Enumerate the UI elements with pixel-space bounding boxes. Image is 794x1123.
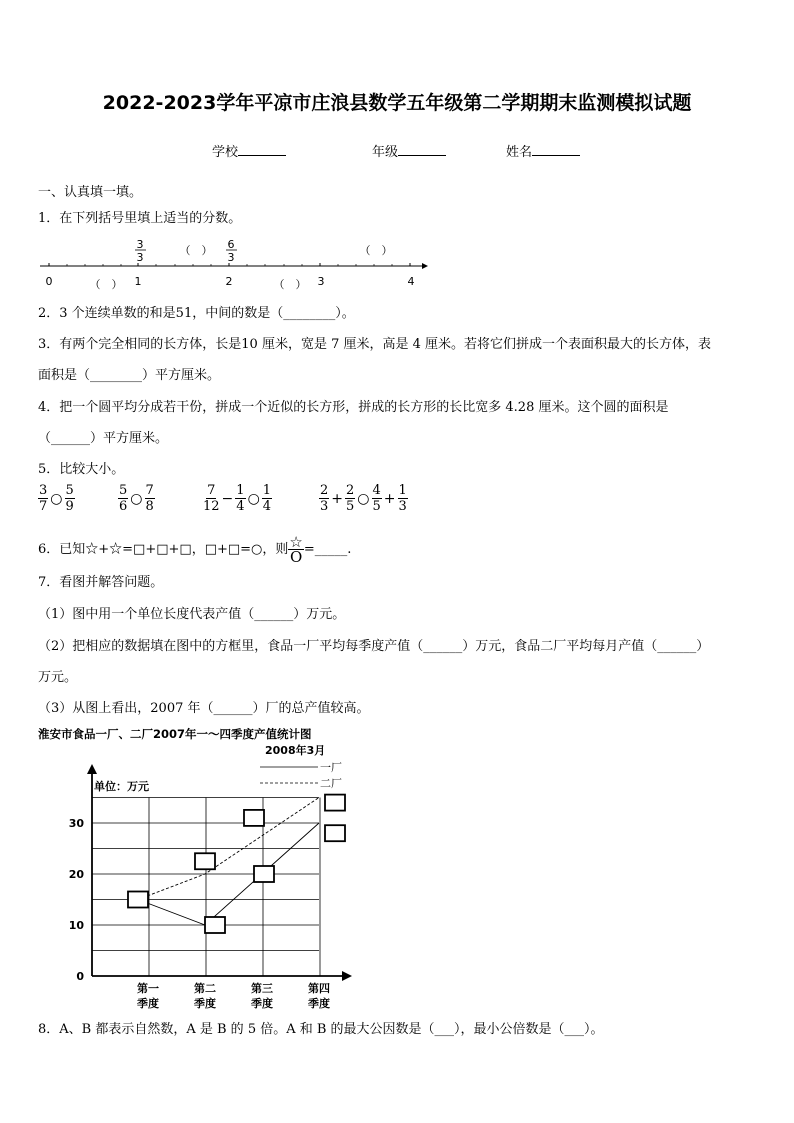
value-boxes [128, 795, 345, 933]
answer-box[interactable] [325, 795, 345, 811]
answer-box[interactable] [128, 892, 148, 908]
legend-label-2: 二厂 [320, 777, 342, 790]
fraction: $\frac{4}{5}$ [372, 483, 381, 514]
x-axis-labels [137, 981, 330, 1010]
tick-0: 0 [45, 275, 53, 288]
fraction: $\frac{7}{8}$ [145, 483, 154, 514]
question-7-sub2-line2: 万元。 [38, 670, 78, 685]
x-tick-label: 季度 [251, 997, 273, 1010]
chart-axes [87, 764, 352, 981]
y-axis-labels [69, 817, 85, 983]
tick-2: 2 [225, 275, 233, 288]
compare-circle[interactable]: ○ [130, 490, 143, 507]
blank-paren-lower-1[interactable]: （ ） [89, 278, 123, 291]
y-tick-label: 0 [76, 970, 84, 983]
fraction: $\frac{1}{3}$ [398, 483, 407, 514]
star-over-circle-fraction [288, 535, 303, 564]
name-blank[interactable] [532, 143, 580, 156]
x-tick-label: 季度 [194, 997, 216, 1010]
fraction: $\frac{5}{6}$ [119, 483, 128, 514]
question-7: 7．看图并解答问题。 [38, 575, 164, 590]
x-tick-label: 第一 [137, 982, 159, 995]
answer-box[interactable] [254, 866, 274, 882]
fraction: $\frac{2}{5}$ [346, 483, 355, 514]
y-tick-label: 30 [68, 817, 84, 830]
tick-1: 1 [134, 275, 142, 288]
fraction-6-3-numerator: 6 [227, 238, 235, 251]
x-tick-label: 第二 [194, 982, 216, 995]
compare-item-1 [38, 483, 75, 514]
school-field [212, 141, 286, 160]
fraction-6-3-denominator: 3 [227, 251, 235, 264]
y-axis-arrow [87, 764, 97, 774]
fraction: $\frac{1}{4}$ [236, 483, 245, 514]
chart-grid [92, 798, 320, 977]
blank-paren-upper-2[interactable]: （ ） [359, 244, 393, 257]
question-7-sub2-line1: （2）把相应的数据填在图中的方框里，食品一厂平均每季度产值（______）万元，食品二厂平均每月产值（______） [38, 639, 710, 654]
grade-label: 年级 [372, 145, 399, 160]
minus-sign: − [221, 490, 234, 507]
answer-box[interactable] [325, 825, 345, 841]
fraction-3-3-numerator: 3 [136, 238, 144, 251]
compare-item-4 [319, 483, 408, 514]
compare-circle[interactable]: ○ [247, 490, 260, 507]
x-tick-label: 季度 [137, 997, 159, 1010]
compare-circle[interactable]: ○ [357, 490, 370, 507]
chart-subtitle: 2008年3月 [265, 744, 326, 757]
fraction: $\frac{7}{12}$ [203, 483, 220, 514]
answer-box[interactable] [244, 810, 264, 826]
series-lines [138, 798, 319, 926]
compare-item-3 [203, 483, 272, 514]
fraction-3-3-denominator: 3 [136, 251, 144, 264]
name-label: 姓名 [506, 145, 533, 160]
legend-label-1: 一厂 [320, 761, 342, 774]
plus-sign: + [383, 490, 396, 507]
question-8: 8．A、B 都表示自然数，A 是 B 的 5 倍。A 和 B 的最大公因数是（___），最小公倍数是（___）。 [38, 1022, 604, 1037]
school-label: 学校 [212, 145, 239, 160]
circle-symbol: O [289, 548, 303, 566]
grade-field [372, 141, 446, 160]
fraction: $\frac{2}{3}$ [320, 483, 329, 514]
question-4-line2: （______）平方厘米。 [38, 431, 169, 446]
question-7-sub3: （3）从图上看出，2007 年（______）厂的总产值较高。 [38, 701, 370, 716]
page-title: 2022-2023学年平凉市庄浪县数学五年级第二学期期末监测模拟试题 [102, 92, 692, 114]
x-tick-label: 季度 [308, 997, 330, 1010]
fraction: $\frac{3}{7}$ [39, 483, 48, 514]
blank-paren-lower-2[interactable]: （ ） [273, 278, 307, 291]
question-6-suffix: =_____. [303, 542, 352, 557]
question-6 [38, 535, 351, 564]
name-field [506, 141, 580, 160]
question-7-sub1: （1）图中用一个单位长度代表产值（______）万元。 [38, 607, 346, 622]
question-4-line1: 4．把一个圆平均分成若干份，拼成一个近似的长方形，拼成的长方形的长比宽多 4.28 厘米。这个圆的面积是 [38, 400, 669, 415]
school-blank[interactable] [238, 143, 286, 156]
x-axis-arrow [342, 971, 352, 981]
answer-box[interactable] [205, 917, 225, 933]
question-2: 2．3 个连续单数的和是51，中间的数是（________）。 [38, 306, 355, 321]
compare-circle[interactable]: ○ [50, 490, 63, 507]
question-1: 1．在下列括号里填上适当的分数。 [38, 211, 242, 226]
production-chart [36, 722, 396, 1012]
question-5: 5．比较大小。 [38, 462, 125, 477]
question-3-line1: 3．有两个完全相同的长方体，长是10 厘米，宽是 7 厘米，高是 4 厘米。若将它们拼成一个表面积最大的长方体，表 [38, 337, 712, 352]
y-tick-label: 20 [68, 868, 84, 881]
answer-box[interactable] [195, 853, 215, 869]
x-tick-label: 第四 [308, 982, 330, 995]
section-heading: 一、认真填一填。 [38, 185, 143, 200]
y-tick-label: 10 [68, 919, 84, 932]
chart-title: 淮安市食品一厂、二厂2007年一～四季度产值统计图 [38, 727, 312, 741]
fraction: $\frac{1}{4}$ [262, 483, 272, 514]
number-line-arrow [422, 263, 428, 269]
tick-3: 3 [317, 275, 325, 288]
x-tick-label: 第三 [251, 982, 273, 995]
question-3-line2: 面积是（________）平方厘米。 [38, 368, 221, 383]
number-line [36, 236, 436, 292]
star-symbol: ☆ [289, 533, 303, 551]
grade-blank[interactable] [398, 143, 446, 156]
fraction: $\frac{5}{9}$ [65, 483, 74, 514]
compare-item-2 [118, 483, 155, 514]
blank-paren-upper-1[interactable]: （ ） [179, 244, 213, 257]
unit-label: 单位：万元 [94, 780, 149, 793]
question-6-prefix: 6．已知☆+☆=□+□+□，□+□=○，则 [38, 542, 289, 557]
tick-4: 4 [407, 275, 415, 288]
plus-sign: + [331, 490, 344, 507]
